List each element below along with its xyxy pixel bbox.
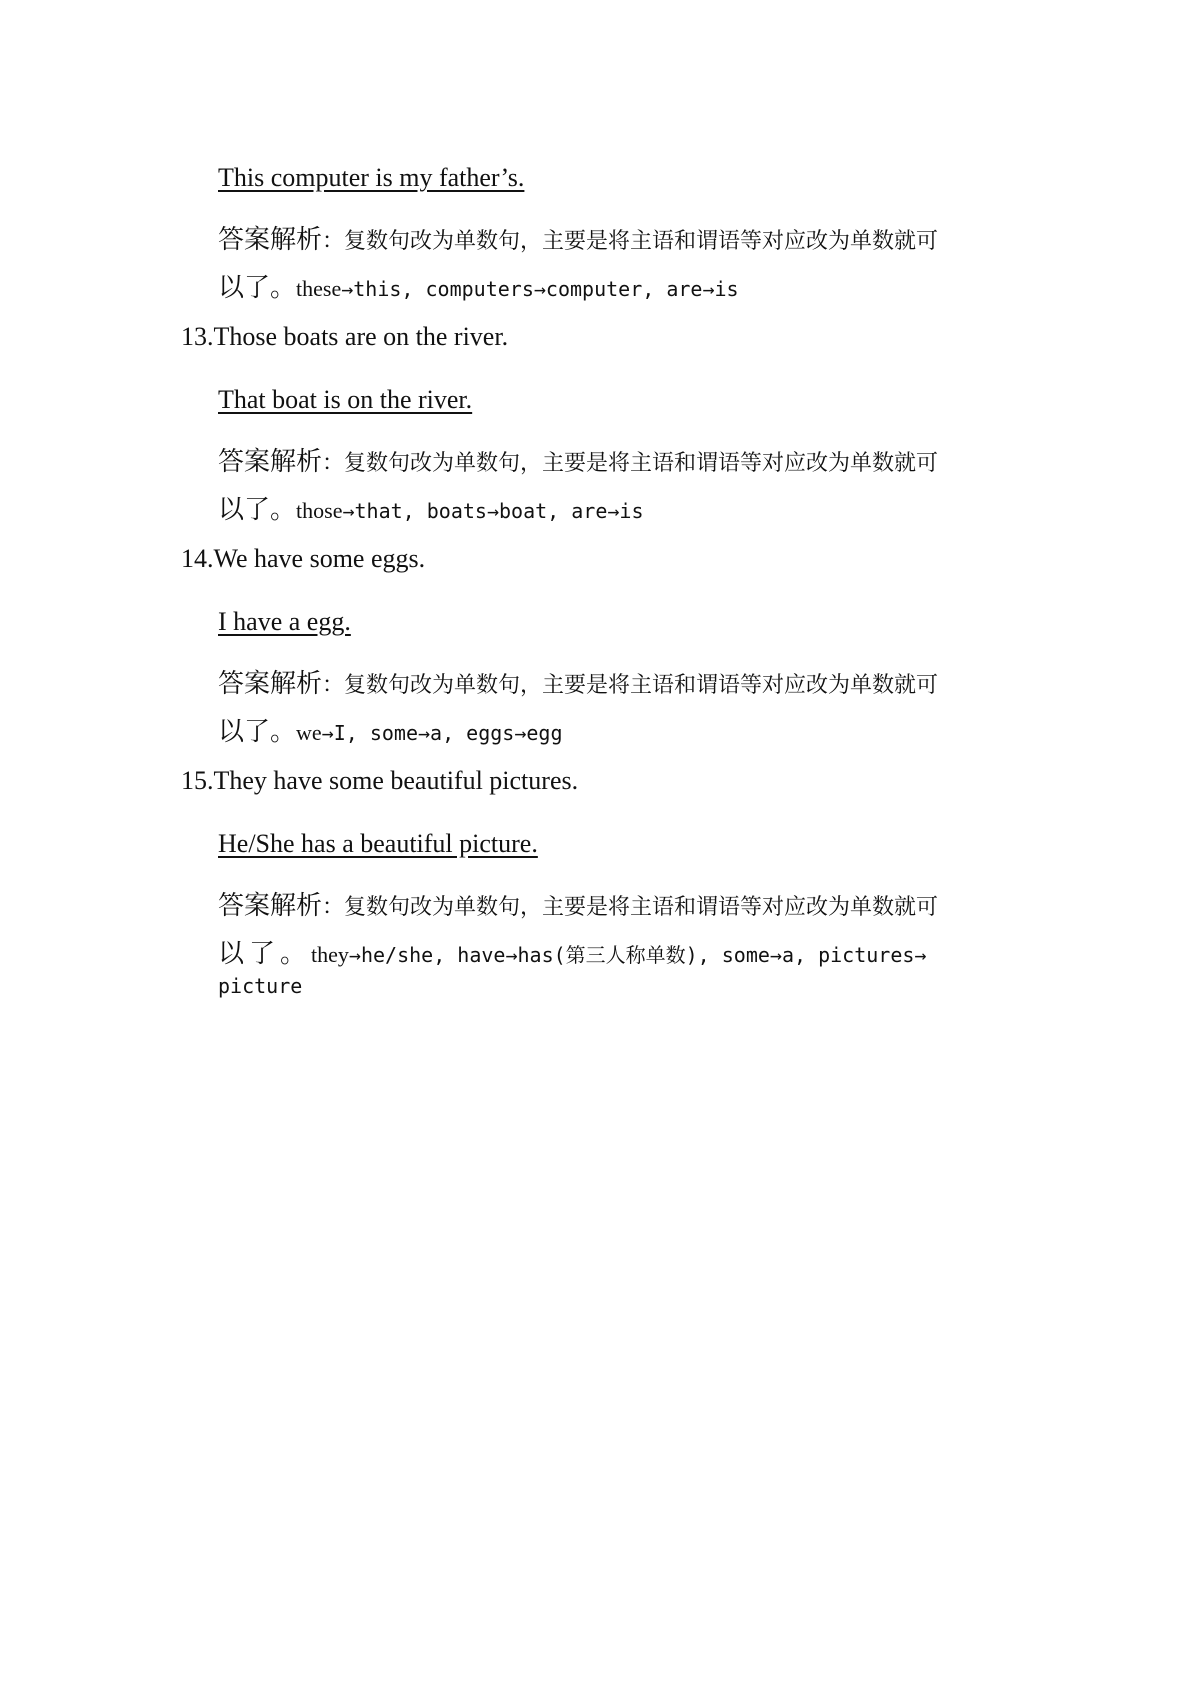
explanation-12-line1	[218, 224, 938, 258]
explanation-15-line1	[218, 890, 938, 924]
explanation-15-line2	[218, 938, 1018, 972]
question-text: Those boats are on the river.	[213, 322, 509, 351]
explanation-12-line2	[218, 272, 1018, 306]
explanation-label: 答案解析	[218, 891, 323, 921]
explanation-15-line3	[218, 970, 1018, 1003]
explanation-14-line2	[218, 716, 1018, 750]
explanation-word: they	[311, 942, 349, 967]
question-number: 13.	[181, 322, 214, 351]
explanation-text: ：复数句改为单数句，主要是将主语和谓语等对应改为单数就可	[322, 673, 939, 698]
explanation-13-line2	[218, 494, 1018, 528]
explanation-text: ：复数句改为单数句，主要是将主语和谓语等对应改为单数就可	[322, 451, 939, 476]
explanation-label: 答案解析	[218, 447, 323, 477]
explanation-mapping: →he/she, have→has(第三人称单数), some→a, pictures→	[348, 943, 927, 967]
explanation-cn: 以了。	[218, 939, 312, 969]
question-number: 14.	[181, 544, 214, 573]
explanation-text: ：复数句改为单数句，主要是将主语和谓语等对应改为单数就可	[322, 229, 939, 254]
answer-15: He/She has a beautiful picture.	[218, 829, 538, 858]
explanation-text: ：复数句改为单数句，主要是将主语和谓语等对应改为单数就可	[322, 895, 939, 920]
question-15	[181, 765, 578, 797]
answer-14: I have a egg.	[218, 607, 351, 636]
explanation-mapping: →this, computers→computer, are→is	[341, 277, 739, 301]
explanation-mapping: →that, boats→boat, are→is	[342, 499, 644, 523]
question-14	[181, 543, 425, 575]
question-13	[181, 321, 508, 353]
explanation-mapping-cont: picture	[218, 974, 303, 998]
explanation-14-line1	[218, 668, 938, 702]
explanation-word: those	[296, 498, 343, 523]
explanation-word: these	[296, 276, 342, 301]
question-number: 15.	[181, 766, 214, 795]
answer-12: This computer is my father’s.	[218, 163, 525, 192]
explanation-cn: 以了。	[218, 273, 297, 303]
answer-13: That boat is on the river.	[218, 385, 473, 414]
explanation-cn: 以了。	[218, 495, 297, 525]
explanation-label: 答案解析	[218, 669, 323, 699]
explanation-13-line1	[218, 446, 938, 480]
explanation-mapping: →I, some→a, eggs→egg	[321, 721, 563, 745]
question-text: They have some beautiful pictures.	[213, 766, 579, 795]
explanation-label: 答案解析	[218, 225, 323, 255]
explanation-word: we	[296, 720, 322, 745]
explanation-cn: 以了。	[218, 717, 297, 747]
question-text: We have some eggs.	[213, 544, 426, 573]
